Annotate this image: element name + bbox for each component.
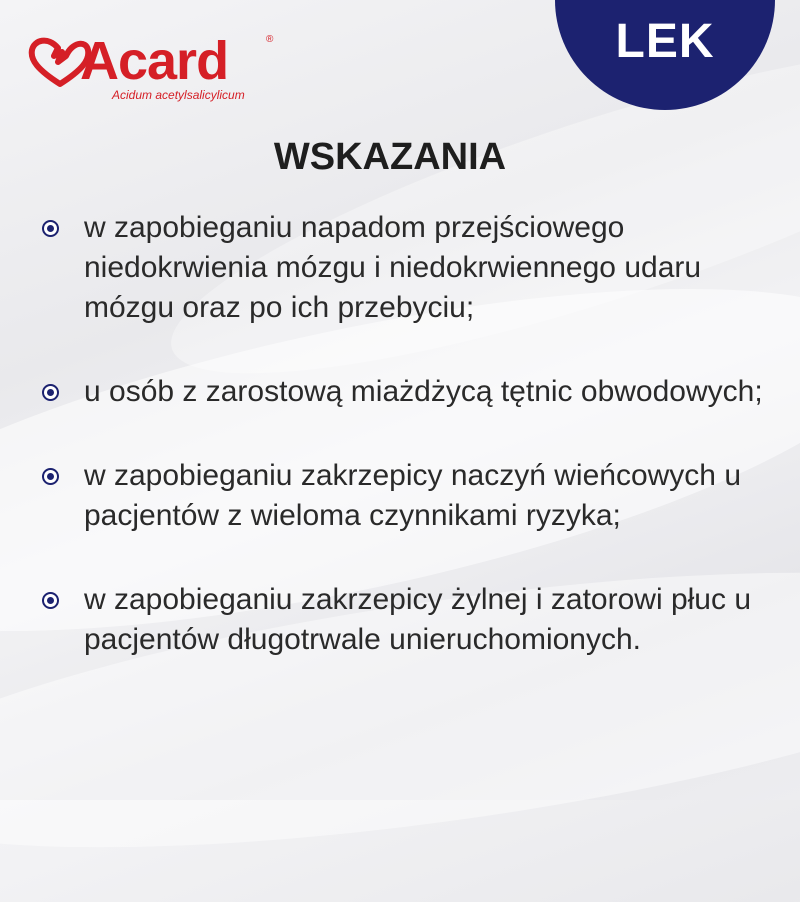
indications-list <box>40 208 790 704</box>
bullet-icon <box>42 592 59 609</box>
list-item <box>40 208 790 328</box>
bullet-icon <box>42 220 59 237</box>
list-item <box>40 372 790 412</box>
list-item <box>40 456 790 536</box>
bullet-icon <box>42 384 59 401</box>
list-item-text: w zapobieganiu zakrzepicy żylnej i zatorowi płuc u pacjentów długotrwale unieruchomionych. <box>84 583 752 656</box>
page-title: WSKAZANIA <box>273 136 507 178</box>
registered-mark: ® <box>266 34 274 45</box>
list-item <box>40 580 790 660</box>
logo-wordmark: Acard <box>80 31 229 91</box>
bullet-icon <box>42 468 59 485</box>
logo-subtitle: Acidum acetylsalicylicum <box>112 88 245 102</box>
list-item-text: u osób z zarostową miażdżycą tętnic obwodowych; <box>84 375 763 408</box>
lek-badge-label: LEK <box>615 15 715 68</box>
list-item-text: w zapobieganiu napadom przejściowego niedokrwienia mózgu i niedokrwiennego udaru mózgu oraz po ich przebyciu; <box>84 211 702 324</box>
list-item-text: w zapobieganiu zakrzepicy naczyń wieńcowych u pacjentów z wieloma czynnikami ryzyka; <box>84 459 742 532</box>
acard-logo <box>28 30 274 102</box>
